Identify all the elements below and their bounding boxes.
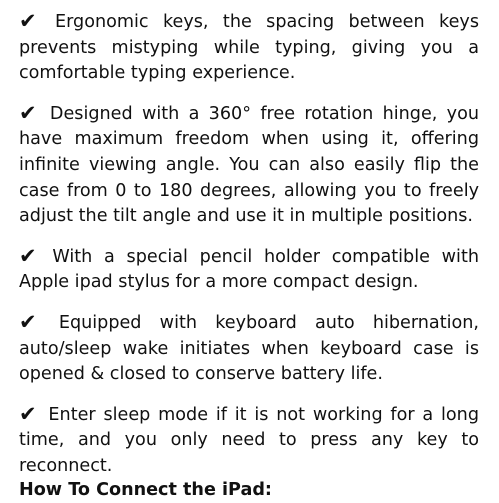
feature-text: Ergonomic keys, the spacing between keys prevents mistyping while typing, giving you a comfortable typing experience. xyxy=(19,12,479,84)
check-mark-icon: ✔ xyxy=(19,243,37,268)
feature-item xyxy=(19,309,479,388)
section-heading: How To Connect the iPad: xyxy=(19,480,272,500)
feature-text: Designed with a 360° free rotation hinge, you have maximum freedom when using it, offering infinite viewing angle. You can also easily flip the case from 0 to 180 degrees, allowing you to freely adjust the tilt angle and use it in multiple positions. xyxy=(19,103,480,227)
feature-item xyxy=(19,100,479,230)
check-mark-icon: ✔ xyxy=(19,309,37,334)
feature-item xyxy=(19,243,479,296)
check-mark-icon: ✔ xyxy=(19,401,37,426)
feature-list xyxy=(19,8,479,493)
check-mark-icon: ✔ xyxy=(19,9,37,33)
check-mark-icon: ✔ xyxy=(19,100,37,125)
feature-item xyxy=(19,401,479,480)
feature-text: With a special pencil holder compatible with Apple ipad stylus for a more compact design. xyxy=(19,246,479,293)
feature-text: Equipped with keyboard auto hibernation, auto/sleep wake initiates when keyboard case is opened & closed to conserve battery life. xyxy=(19,312,480,385)
feature-item xyxy=(19,8,479,87)
feature-text: Enter sleep mode if it is not working for a long time, and you only need to press any key to reconnect. xyxy=(19,404,479,476)
